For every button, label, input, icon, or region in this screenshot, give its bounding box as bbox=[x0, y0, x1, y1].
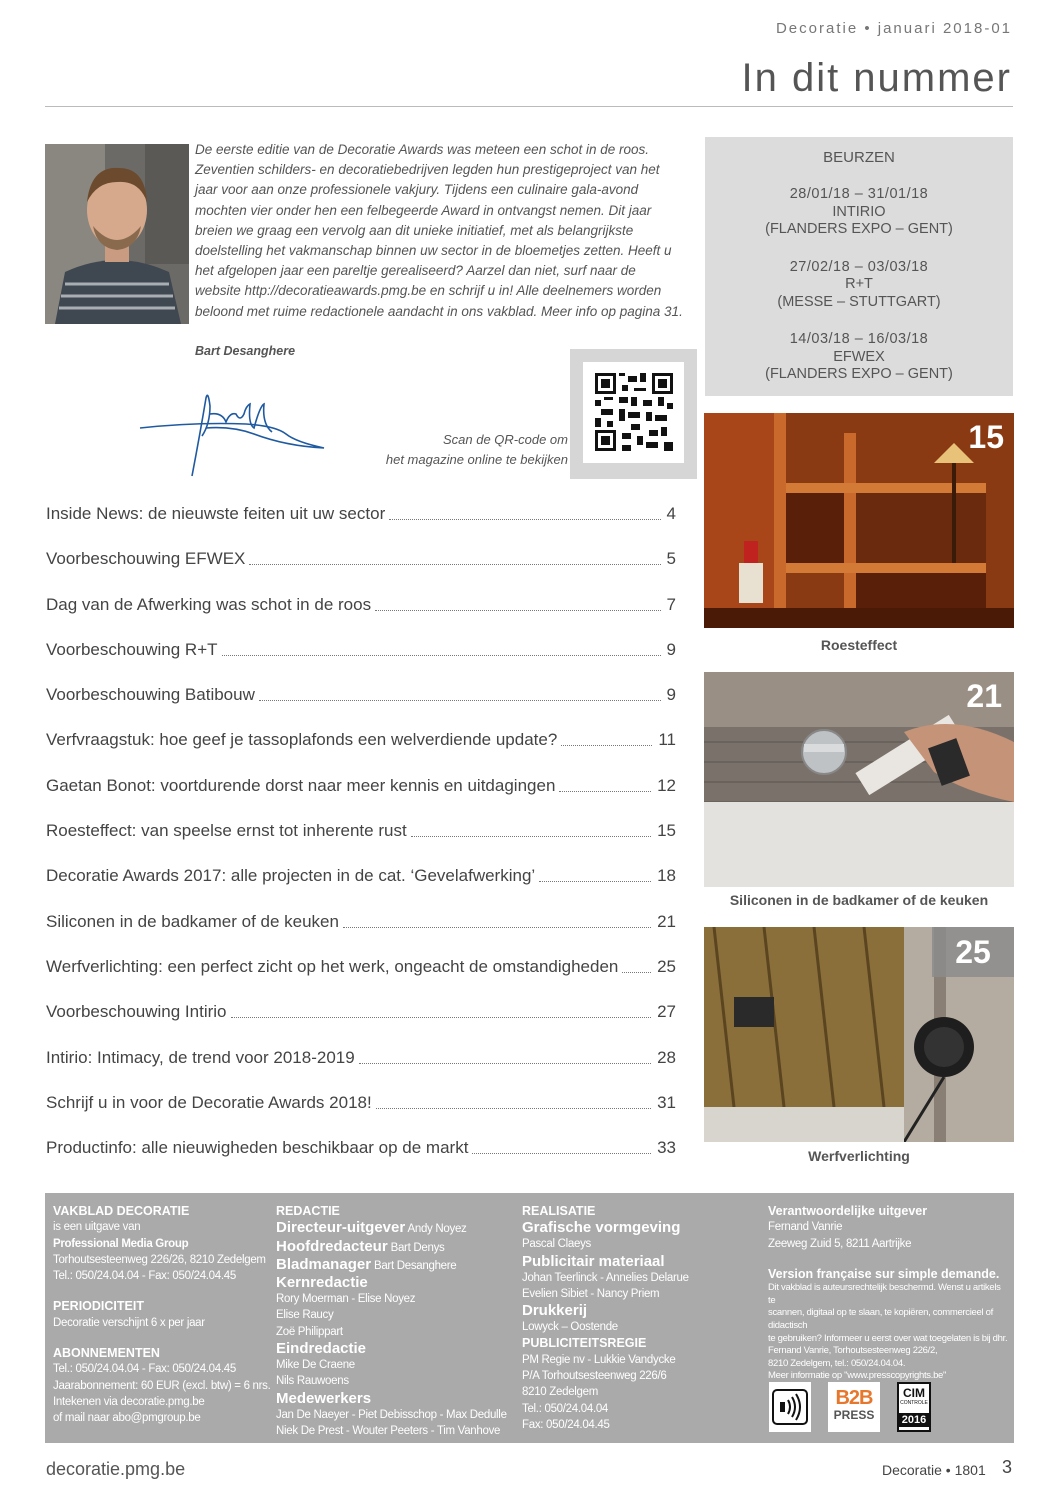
colophon-heading: PERIODICITEIT bbox=[53, 1299, 144, 1314]
colophon-production-column bbox=[522, 1203, 757, 1433]
toc-entry-title: Decoratie Awards 2017: alle projecten in de cat. ‘Gevelafwerking’ bbox=[46, 866, 536, 886]
toc-leader bbox=[259, 700, 661, 701]
editorial-text: De eerste editie van de Decoratie Awards was meteen een schot in de roos. Zeventien schilders- en decoratiebedrijven legden hun prestigeproject van het jaar voor aan onze professionele vakjury. Tijdens een culinaire gala-avond mochten vier onder hen een felbegeerde Award in ontvangst nemen. Dit jaar breien we graag een vervolg aan dit unieke initiatief, met als belangrijkste doelstelling het vakmanschap binnen uw sector in de bloemetjes zetten. Heeft u het afgelopen jaar een pareltje gerealiseerd? Aarzel dan niet, surf naar de website http://decoratieawards.pmg.be en schrijf u in! Alle deelnemers worden beloond met ruime redactionele aandacht in ons vakblad. Meer info op pagina 31. bbox=[195, 142, 683, 319]
colophon-line: Rory Moerman - Elise Noyez bbox=[276, 1293, 416, 1306]
toc-leader bbox=[622, 972, 651, 973]
colophon-line: Fax: 050/24.04.45 bbox=[522, 1418, 610, 1431]
colophon-line: Elise Raucy bbox=[276, 1309, 334, 1322]
toc-entry-title: Voorbeschouwing Batibouw bbox=[46, 685, 255, 705]
toc-entry[interactable] bbox=[46, 640, 676, 685]
toc-entry-title: Voorbeschouwing EFWEX bbox=[46, 549, 246, 569]
qr-code[interactable] bbox=[595, 373, 673, 451]
toc-entry-page: 25 bbox=[657, 956, 676, 976]
feature-caption: Siliconen in de badkamer of de keuken bbox=[729, 892, 989, 908]
colophon-line: P/A Torhoutsesteenweg 226/6 bbox=[522, 1370, 667, 1383]
toc-leader bbox=[561, 745, 652, 746]
colophon-line: scannen, digitaal op te slaan, te kopiëren, commercieel of didactisch bbox=[768, 1307, 993, 1331]
colophon-line: Zeeweg Zuid 5, 8211 Aartrijke bbox=[768, 1237, 912, 1250]
colophon-heading: VAKBLAD DECORATIE bbox=[53, 1204, 190, 1218]
fair-name: R+T bbox=[845, 276, 873, 292]
fair-dates: 28/01/18 – 31/01/18 bbox=[789, 186, 929, 202]
toc-entry[interactable] bbox=[46, 821, 676, 866]
feature-photo-siliconen[interactable] bbox=[704, 672, 1014, 887]
toc-entry-title: Intirio: Intimacy, de trend voor 2018-2019 bbox=[46, 1047, 355, 1067]
toc-leader bbox=[375, 610, 660, 611]
toc-entry[interactable] bbox=[46, 730, 676, 775]
toc-entry[interactable] bbox=[46, 504, 676, 549]
toc-leader bbox=[343, 927, 651, 928]
colophon-line: Tel.: 050/24.04.04 - Fax: 050/24.04.45 bbox=[53, 1270, 236, 1283]
colophon-line: Lowyck – Oostende bbox=[522, 1321, 618, 1334]
colophon-line: Torhoutsesteenweg 226/26, 8210 Zedelgem bbox=[53, 1253, 266, 1266]
colophon-role: Medewerkers bbox=[276, 1389, 372, 1407]
toc-entry[interactable] bbox=[46, 1093, 676, 1138]
toc-entry-page: 33 bbox=[657, 1138, 676, 1158]
colophon-role: Publicitair materiaal bbox=[522, 1252, 665, 1270]
b2b-press-logo bbox=[828, 1382, 880, 1432]
qr-caption-line: het magazine online te bekijken bbox=[385, 452, 568, 467]
toc-entry-title: Voorbeschouwing Intirio bbox=[46, 1002, 227, 1022]
toc-entry[interactable] bbox=[46, 1048, 676, 1093]
colophon-role: Kernredactie bbox=[276, 1274, 368, 1292]
footer-issue: Decoratie • 1801 bbox=[882, 1462, 986, 1478]
colophon-heading: REALISATIE bbox=[522, 1204, 596, 1218]
toc-entry-page: 12 bbox=[657, 775, 676, 795]
page-number: 3 bbox=[1002, 1457, 1013, 1477]
toc-leader bbox=[249, 564, 660, 565]
toc-entry[interactable] bbox=[46, 957, 676, 1002]
colophon-role: Bladmanager bbox=[276, 1255, 372, 1273]
feature-page-number: 15 bbox=[968, 419, 1004, 455]
colophon-line: Pascal Claeys bbox=[522, 1238, 591, 1251]
colophon-line: Jaarabonnement: 60 EUR (excl. btw) = 6 nrs. bbox=[53, 1379, 271, 1392]
toc-entry-page: 21 bbox=[657, 911, 676, 931]
toc-leader bbox=[472, 1153, 651, 1154]
toc-entry-page: 4 bbox=[666, 504, 676, 523]
colophon-line: Zoë Philippart bbox=[276, 1325, 343, 1338]
toc-entry-page: 18 bbox=[657, 866, 676, 886]
colophon-heading: PUBLICITEITSREGIE bbox=[522, 1336, 647, 1351]
toc-entry[interactable] bbox=[46, 685, 676, 730]
colophon-line: Dit vakblad is auteursrechtelijk beschermd. Wenst u artikels te bbox=[768, 1282, 1001, 1306]
qr-caption-line: Scan de QR-code om bbox=[442, 432, 568, 447]
page-title: In dit nummer bbox=[741, 56, 1012, 100]
colophon-line: of mail naar abo@pmgroup.be bbox=[53, 1412, 201, 1425]
spacer bbox=[768, 1252, 1008, 1266]
fairs-box bbox=[705, 137, 1013, 396]
colophon-editorial-column bbox=[276, 1203, 511, 1439]
toc-entry-page: 31 bbox=[657, 1092, 676, 1112]
issue-kicker: Decoratie • januari 2018-01 bbox=[775, 20, 1012, 37]
toc-entry[interactable] bbox=[46, 1138, 676, 1183]
toc-leader bbox=[222, 655, 661, 656]
toc-entry-page: 5 bbox=[666, 549, 676, 569]
b2b-press-logo-text: B2B bbox=[835, 1387, 873, 1409]
toc-entry-title: Verfvraagstuk: hoe geef je tassoplafonds een welverdiende update? bbox=[46, 730, 558, 750]
colophon-role: Drukkerij bbox=[522, 1302, 588, 1320]
toc-entry-title: Dag van de Afwerking was schot in de roos bbox=[46, 594, 372, 614]
feature-page-number: 25 bbox=[932, 927, 1014, 977]
toc-entry[interactable] bbox=[46, 866, 676, 911]
toc-entry[interactable] bbox=[46, 549, 676, 594]
colophon-line: Intekenen via decoratie.pmg.be bbox=[53, 1395, 205, 1408]
toc-entry-page: 15 bbox=[657, 821, 676, 841]
colophon-line: Evelien Sibiet - Nancy Priem bbox=[522, 1287, 660, 1300]
colophon-line: Professional Media Group bbox=[53, 1237, 189, 1250]
toc-entry-title: Productinfo: alle nieuwigheden beschikbaar op de markt bbox=[46, 1138, 469, 1158]
header-divider bbox=[45, 106, 1013, 107]
fair-item bbox=[705, 331, 1013, 384]
editor-portrait bbox=[45, 144, 189, 324]
fair-item bbox=[705, 259, 1013, 312]
fair-name: EFWEX bbox=[833, 348, 885, 365]
cim-logo-year: 2016 bbox=[899, 1413, 929, 1427]
colophon-line: te gebruiken? Informeer u eerst over wat toegelaten is bij dhr. bbox=[768, 1332, 1008, 1344]
colophon-line: Jan De Naeyer - Piet Debisschop - Max Dedulle bbox=[276, 1408, 507, 1421]
b2b-press-logo-subtext: PRESS bbox=[833, 1408, 875, 1422]
fair-venue: (MESSE – STUTTGART) bbox=[777, 293, 941, 310]
toc-leader bbox=[359, 1063, 651, 1064]
toc-leader bbox=[411, 836, 651, 837]
feature-page-number: 21 bbox=[966, 678, 1002, 714]
toc-entry-page: 9 bbox=[666, 685, 676, 705]
table-of-contents bbox=[46, 504, 676, 1183]
colophon-role: Directeur-uitgever bbox=[276, 1219, 406, 1237]
toc-entry-page: 9 bbox=[666, 639, 676, 659]
toc-leader bbox=[231, 1017, 652, 1018]
toc-entry-page: 27 bbox=[657, 1002, 676, 1022]
colophon-line: Niek De Prest - Wouter Peeters - Tim Vanhove bbox=[276, 1424, 501, 1437]
colophon-person: Andy Noyez bbox=[407, 1223, 467, 1236]
spacer bbox=[53, 1331, 273, 1345]
toc-entry-page: 11 bbox=[658, 730, 676, 750]
fair-item bbox=[705, 186, 1013, 239]
toc-entry-title: Roesteffect: van speelse ernst tot inherente rust bbox=[46, 821, 407, 841]
cim-logo-text: CIM bbox=[903, 1386, 925, 1400]
feature-photo-werfverlichting[interactable] bbox=[704, 927, 1014, 1142]
colophon-line: Tel.: 050/24.04.04 - Fax: 050/24.04.45 bbox=[53, 1363, 236, 1376]
colophon-line: is een uitgave van bbox=[53, 1221, 141, 1234]
toc-leader bbox=[559, 791, 651, 792]
footer-website-link[interactable]: decoratie.pmg.be bbox=[46, 1459, 186, 1479]
feature-photo-roesteffect[interactable] bbox=[704, 413, 1014, 628]
toc-entry-title: Werfverlichting: een perfect zicht op het werk, ongeacht de omstandigheden bbox=[46, 956, 619, 976]
toc-entry-page: 7 bbox=[666, 594, 676, 614]
colophon-heading: ABONNEMENTEN bbox=[53, 1346, 160, 1361]
colophon-publisher-column bbox=[53, 1203, 273, 1427]
feature-caption: Werfverlichting bbox=[808, 1148, 910, 1164]
colophon-role: Eindredactie bbox=[276, 1340, 367, 1358]
toc-entry[interactable] bbox=[46, 595, 676, 640]
colophon-role: Grafische vormgeving bbox=[522, 1219, 681, 1237]
toc-leader bbox=[376, 1108, 651, 1109]
qr-caption bbox=[360, 430, 568, 470]
toc-entry[interactable] bbox=[46, 912, 676, 957]
toc-entry[interactable] bbox=[46, 1002, 676, 1047]
spacer bbox=[53, 1284, 273, 1298]
toc-entry[interactable] bbox=[46, 776, 676, 821]
colophon-line: 8210 Zedelgem, tel.: 050/24.04.04. bbox=[768, 1357, 906, 1369]
toc-leader bbox=[539, 881, 651, 882]
fair-venue: (FLANDERS EXPO – GENT) bbox=[765, 221, 953, 237]
colophon-person: Bart Denys bbox=[390, 1241, 445, 1254]
colophon-line: Johan Teerlinck - Annelies Delarue bbox=[522, 1271, 689, 1284]
colophon-line: Meer informatie op "www.presscopyrights.be" bbox=[768, 1370, 947, 1382]
colophon-line: Decoratie verschijnt 6 x per jaar bbox=[53, 1316, 205, 1329]
colophon-line: Mike De Craene bbox=[276, 1359, 355, 1372]
colophon-legal-column bbox=[768, 1203, 1008, 1383]
colophon-role: Hoofdredacteur bbox=[276, 1237, 388, 1255]
fairs-title: BEURZEN bbox=[823, 149, 895, 166]
colophon-line: 8210 Zedelgem bbox=[522, 1386, 599, 1399]
feature-caption: Roesteffect bbox=[820, 637, 898, 653]
toc-entry-title: Gaetan Bonot: voortdurende dorst naar meer kennis en uitdagingen bbox=[46, 775, 556, 795]
colophon-heading: Verantwoordelijke uitgever bbox=[768, 1204, 928, 1218]
fair-venue: (FLANDERS EXPO – GENT) bbox=[765, 366, 953, 382]
handwritten-signature bbox=[136, 384, 331, 479]
colophon-line: Tel.: 050/24.04.04 bbox=[522, 1402, 609, 1415]
colophon-line: Fernand Vanrie bbox=[768, 1221, 843, 1234]
toc-entry-title: Siliconen in de badkamer of de keuken bbox=[46, 911, 339, 931]
cim-logo bbox=[897, 1382, 931, 1432]
contactless-logo bbox=[769, 1382, 811, 1432]
fair-dates: 27/02/18 – 03/03/18 bbox=[789, 258, 929, 275]
colophon-line: PM Regie nv - Lukkie Vandycke bbox=[522, 1353, 676, 1366]
colophon-person: Bart Desanghere bbox=[373, 1259, 457, 1272]
fair-dates: 14/03/18 – 16/03/18 bbox=[789, 331, 929, 347]
colophon-line: Fernand Vanrie, Torhoutsesteenweg 226/2, bbox=[768, 1345, 938, 1357]
fair-name: INTIRIO bbox=[832, 203, 886, 220]
toc-entry-title: Schrijf u in voor de Decoratie Awards 2018! bbox=[46, 1092, 372, 1112]
toc-entry-title: Inside News: de nieuwste feiten uit uw sector bbox=[46, 504, 386, 523]
colophon-heading: Version française sur simple demande. bbox=[768, 1266, 1000, 1281]
colophon-heading: REDACTIE bbox=[276, 1204, 340, 1218]
colophon-line: Nils Rauwoens bbox=[276, 1375, 349, 1388]
toc-entry-title: Voorbeschouwing R+T bbox=[46, 639, 218, 659]
toc-entry-page: 28 bbox=[657, 1047, 676, 1067]
toc-leader bbox=[389, 519, 660, 520]
cim-logo-subtext: CONTROLE bbox=[900, 1400, 928, 1406]
editorial-author: Bart Desanghere bbox=[195, 344, 296, 358]
